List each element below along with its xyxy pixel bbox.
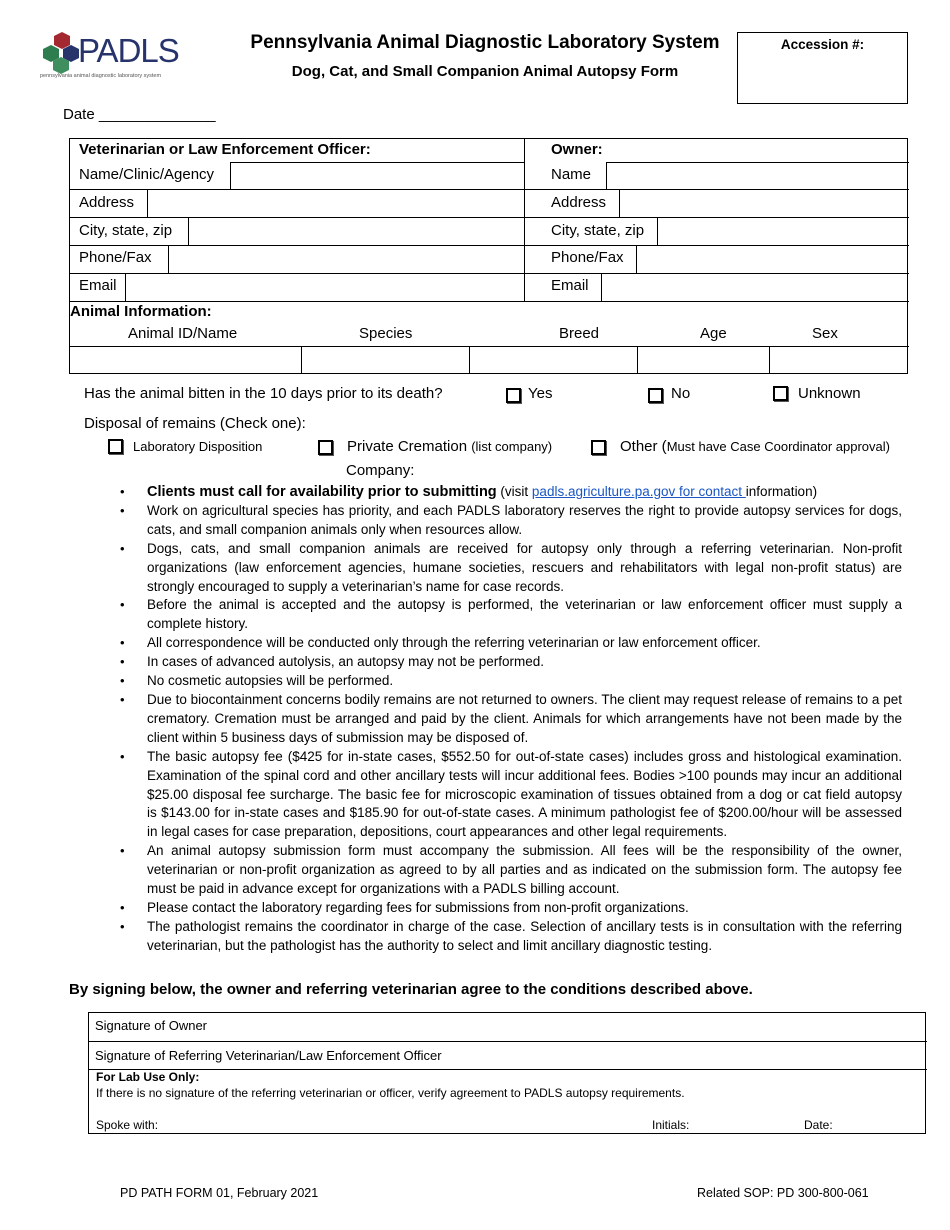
list-item: • Before the animal is accepted and the autopsy is performed, the veterinarian or law enforcement officer must supply a complete history. — [120, 596, 902, 634]
padls-contact-link[interactable]: padls.agriculture.pa.gov for contact — [531, 484, 746, 499]
sex-input[interactable] — [770, 347, 908, 374]
conditions-list — [120, 483, 902, 956]
owner-email-input[interactable] — [602, 274, 908, 301]
lab-disposition-checkbox[interactable] — [108, 439, 123, 454]
lab-date-field[interactable]: Date: — [804, 1118, 833, 1132]
spoke-with-field[interactable]: Spoke with: — [96, 1118, 159, 1132]
accession-box[interactable] — [737, 32, 908, 104]
age-input[interactable] — [638, 347, 768, 374]
list-item: • In cases of advanced autolysis, an autopsy may not be performed. — [120, 653, 902, 672]
bitten-no-label: No — [671, 385, 691, 402]
owner-city-input[interactable] — [658, 218, 908, 245]
other-label: Other (Must have Case Coordinator approval) — [620, 438, 890, 455]
owner-city-label: City, state, zip — [551, 222, 645, 239]
vet-email-input[interactable] — [126, 274, 523, 301]
list-item: • Please contact the laboratory regarding fees for submissions from non-profit organizations. — [120, 899, 902, 918]
lab-use-note: If there is no signature of the referring veterinarian or officer, verify agreement to PADLS autopsy requirements. — [96, 1086, 685, 1100]
owner-name-input[interactable] — [607, 163, 908, 189]
sex-header: Sex — [812, 325, 838, 342]
list-item: • All correspondence will be conducted only through the referring veterinarian or law enforcement officer. — [120, 634, 902, 653]
list-item: • An animal autopsy submission form must accompany the submission. All fees will be the responsibility of the owner, veterinarian or non-profit organization as agreed to by all parties and as indicated on the submission form. The autopsy fee must be paid in advance except for organizations with a PADLS billing account. — [120, 842, 902, 899]
list-item: • Clients must call for availability prior to submitting (visit padls.agriculture.pa.gov for contact information) — [120, 483, 902, 502]
vet-city-input[interactable] — [189, 218, 523, 245]
padls-logo — [40, 32, 190, 84]
bitten-yes-checkbox[interactable] — [506, 388, 521, 403]
vet-email-label: Email — [79, 277, 117, 294]
list-item: • No cosmetic autopsies will be performed. — [120, 672, 902, 691]
animal-heading: Animal Information: — [70, 303, 212, 320]
list-item: • Dogs, cats, and small companion animals are received for autopsy only through a referring veterinarian. Non-profit organizations (law enforcement agencies, humane societies, rescuers and rehabilitators with legal non-profit status) are strongly encouraged to supply a veterinarian’s name for case records. — [120, 540, 902, 597]
vet-name-label: Name/Clinic/Agency — [79, 166, 215, 183]
owner-heading: Owner: — [551, 141, 603, 158]
species-header: Species — [359, 325, 413, 342]
owner-phone-input[interactable] — [637, 246, 908, 273]
breed-header: Breed — [559, 325, 600, 342]
lab-use-heading: For Lab Use Only: — [96, 1070, 200, 1084]
accession-label: Accession #: — [780, 37, 865, 52]
page-subtitle: Dog, Cat, and Small Companion Animal Autopsy Form — [291, 63, 679, 80]
disposal-label: Disposal of remains (Check one): — [84, 415, 306, 432]
vet-heading: Veterinarian or Law Enforcement Officer: — [79, 141, 371, 158]
signature-table — [88, 1012, 926, 1134]
owner-signature-field[interactable]: Signature of Owner — [95, 1018, 208, 1033]
bitten-no-checkbox[interactable] — [648, 388, 663, 403]
animal-id-input[interactable] — [71, 347, 300, 374]
initials-field[interactable]: Initials: — [652, 1118, 690, 1132]
vet-phone-input[interactable] — [169, 246, 523, 273]
vet-phone-label: Phone/Fax — [79, 249, 152, 266]
lab-disposition-label: Laboratory Disposition — [133, 439, 263, 454]
logo-tagline: pennsylvania animal diagnostic laboratory system — [40, 73, 162, 79]
owner-address-input[interactable] — [620, 190, 908, 217]
animal-id-header: Animal ID/Name — [128, 325, 238, 342]
list-item: • The pathologist remains the coordinator in charge of the case. Selection of ancillary tests is in consultation with the referring veterinarian, but the pathologist has the authority to select and limit ancillary diagnostic testing. — [120, 918, 902, 956]
vet-address-label: Address — [79, 194, 135, 211]
age-header: Age — [700, 325, 727, 342]
vet-name-input[interactable] — [231, 163, 523, 189]
other-checkbox[interactable] — [591, 440, 606, 455]
page-title: Pennsylvania Animal Diagnostic Laboratory System — [250, 32, 720, 53]
owner-email-label: Email — [551, 277, 589, 294]
owner-phone-label: Phone/Fax — [551, 249, 624, 266]
owner-name-label: Name — [551, 166, 592, 183]
related-sop: Related SOP: PD 300-800-061 — [697, 1186, 869, 1200]
bitten-question: Has the animal bitten in the 10 days prior to its death? — [84, 385, 443, 402]
private-cremation-label: Private Cremation (list company) — [347, 438, 553, 455]
logo-wordmark: PADLS — [78, 32, 179, 69]
breed-input[interactable] — [470, 347, 636, 374]
vet-signature-field[interactable]: Signature of Referring Veterinarian/Law Enforcement Officer — [95, 1048, 442, 1063]
agreement-statement: By signing below, the owner and referring veterinarian agree to the conditions described above. — [69, 981, 753, 998]
bitten-unknown-label: Unknown — [798, 385, 861, 402]
contact-info-table — [69, 138, 908, 374]
date-field[interactable]: Date ______________ — [63, 106, 216, 123]
species-input[interactable] — [302, 347, 468, 374]
vet-address-input[interactable] — [148, 190, 523, 217]
list-item: • Due to biocontainment concerns bodily remains are not returned to owners. The client may request release of remains to a pet crematory. Cremation must be arranged and paid by the client. Animals for which arrangements have not been made by the client within 5 business days of submission may be disposed of. — [120, 691, 902, 748]
owner-address-label: Address — [551, 194, 607, 211]
company-label: Company: — [346, 462, 415, 479]
bitten-yes-label: Yes — [528, 385, 553, 402]
list-item: • The basic autopsy fee ($425 for in-state cases, $552.50 for out-of-state cases) includes gross and histological examination. Examination of the spinal cord and other ancillary tests will incur additional fees. Bodies >100 pounds may incur an additional $25.00 disposal fee surcharge. The basic fee for microscopic examination of tissues obtained from a dog or cat field autopsy is $143.00 for in-state cases and $185.90 for out-of-state cases. A minimum pathologist fee of $200.00/hour will be assessed in legal cases for case preparation, depositions, court appearances and other legal requirements. — [120, 748, 902, 843]
form-id: PD PATH FORM 01, February 2021 — [120, 1186, 319, 1200]
private-cremation-checkbox[interactable] — [318, 440, 333, 455]
vet-city-label: City, state, zip — [79, 222, 173, 239]
bitten-unknown-checkbox[interactable] — [773, 386, 788, 401]
list-item: • Work on agricultural species has priority, and each PADLS laboratory reserves the right to provide autopsy services for dogs, cats, and small companion animals only when resources allow. — [120, 502, 902, 540]
